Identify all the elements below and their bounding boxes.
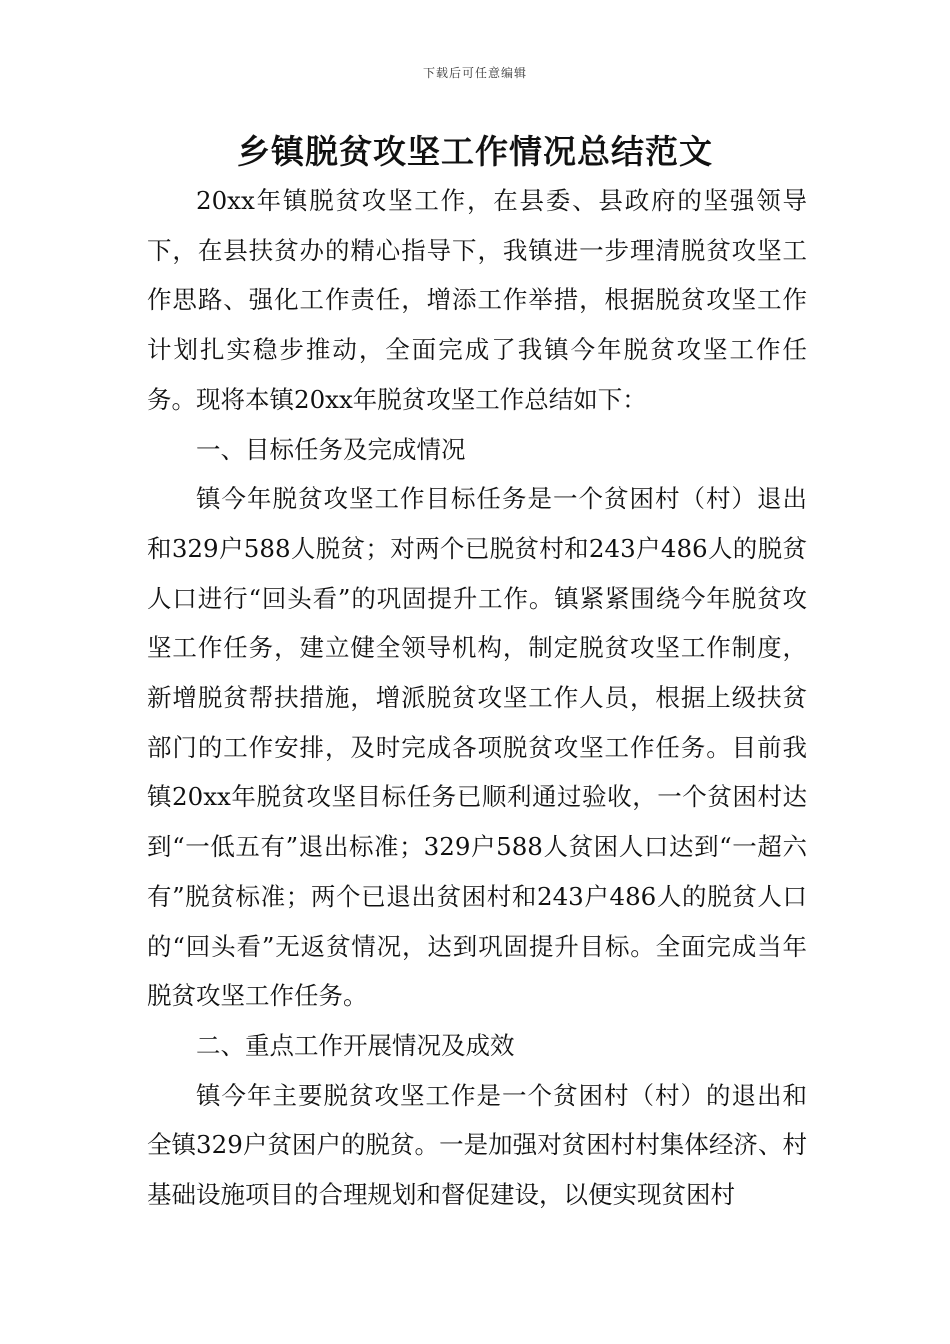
document-title: 乡镇脱贫攻坚工作情况总结范文 [237,132,713,171]
document-body [147,176,807,1220]
section-1-paragraph: 镇今年脱贫攻坚工作目标任务是一个贫困村（村）退出和329户588人脱贫；对两个已脱贫村和243户486人的脱贫人口进行“回头看”的巩固提升工作。镇紧紧围绕今年脱贫攻坚工作任务，建立健全领导机构，制定脱贫攻坚工作制度，新增脱贫帮扶措施，增派脱贫攻坚工作人员，根据上级扶贫部门的工作安排，及时完成各项脱贫攻坚工作任务。目前我镇20xx年脱贫攻坚目标任务已顺利通过验收，一个贫困村达到“一低五有”退出标准；329户588人贫困人口达到“一超六有”脱贫标准；两个已退出贫困村和243户486人的脱贫人口的“回头看”无返贫情况，达到巩固提升目标。全面完成当年脱贫攻坚工作任务。 [147,484,807,1011]
section-2-paragraph: 镇今年主要脱贫攻坚工作是一个贫困村（村）的退出和全镇329户贫困户的脱贫。一是加强对贫困村村集体经济、村基础设施项目的合理规划和督促建设，以便实现贫困村 [147,1080,807,1210]
intro-paragraph: 20xx年镇脱贫攻坚工作，在县委、县政府的坚强领导下，在县扶贫办的精心指导下，我镇进一步理清脱贫攻坚工作思路、强化工作责任，增添工作举措，根据脱贫攻坚工作计划扎实稳步推动，全面完成了我镇今年脱贫攻坚工作任务。现将本镇20xx年脱贫攻坚工作总结如下： [147,186,807,414]
section-heading-2: 二、重点工作开展情况及成效 [196,1030,515,1060]
section-heading-1: 一、目标任务及完成情况 [196,434,466,464]
header-note: 下载后可任意编辑 [422,66,527,80]
